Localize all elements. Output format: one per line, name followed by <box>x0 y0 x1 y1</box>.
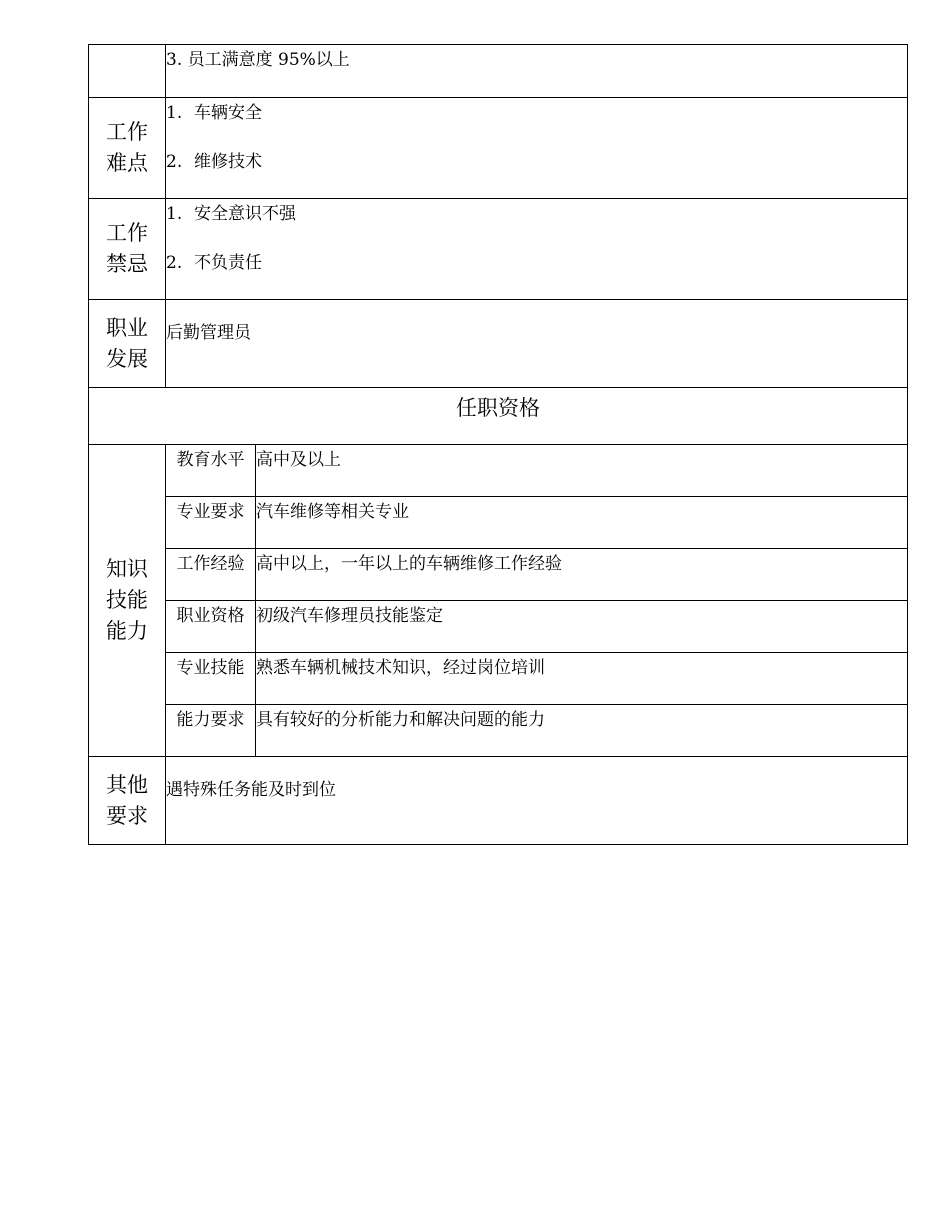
qualification-label: 职业资格 <box>166 601 256 653</box>
group-label-line-1: 知识 <box>106 557 148 581</box>
career-label <box>89 300 166 388</box>
qualifications-header-row <box>89 388 908 445</box>
difficulty-row <box>89 98 908 199</box>
qualification-row <box>89 549 908 601</box>
list-item <box>166 252 907 274</box>
qualification-value: 高中以上，一年以上的车辆维修工作经验 <box>256 549 908 601</box>
section-title: 任职资格 <box>89 388 908 445</box>
qualification-value: 高中及以上 <box>256 445 908 497</box>
group-label-line-2: 技能 <box>106 588 148 612</box>
difficulty-label-line-2: 难点 <box>106 151 148 175</box>
empty-label-cell <box>89 45 166 98</box>
other-text: 遇特殊任务能及时到位 <box>166 757 908 845</box>
qualification-row <box>89 445 908 497</box>
difficulty-label-line-1: 工作 <box>106 120 148 144</box>
taboo-row <box>89 199 908 300</box>
qualification-label: 专业要求 <box>166 497 256 549</box>
list-item <box>166 203 907 225</box>
career-label-line-1: 职业 <box>106 315 148 340</box>
other-label <box>89 757 166 845</box>
career-row <box>89 300 908 388</box>
other-label-line-1: 其他 <box>106 772 148 797</box>
qualification-label: 工作经验 <box>166 549 256 601</box>
goal-tail-row <box>89 45 908 98</box>
other-label-line-2: 要求 <box>106 803 148 828</box>
taboo-label <box>89 199 166 300</box>
qualification-row <box>89 705 908 757</box>
taboo-content <box>166 199 908 300</box>
group-label-line-3: 能力 <box>106 619 148 643</box>
qualification-value: 汽车维修等相关专业 <box>256 497 908 549</box>
item-text: 车辆安全 <box>194 103 262 123</box>
qualification-label: 专业技能 <box>166 653 256 705</box>
qualification-row <box>89 497 908 549</box>
knowledge-skill-label <box>89 445 166 757</box>
difficulty-label <box>89 98 166 199</box>
qualification-value: 熟悉车辆机械技术知识，经过岗位培训 <box>256 653 908 705</box>
item-number: 2. <box>166 253 183 273</box>
item-text: 安全意识不强 <box>194 204 296 224</box>
item-number: 1. <box>166 204 183 224</box>
item-number: 2. <box>166 152 183 172</box>
goal-tail-text: 3. 员工满意度 95%以上 <box>166 45 908 98</box>
list-item <box>166 151 907 173</box>
other-requirements-row <box>89 757 908 845</box>
item-number: 1. <box>166 103 183 123</box>
item-text: 不负责任 <box>194 253 262 273</box>
item-text: 维修技术 <box>194 152 262 172</box>
qualification-label: 能力要求 <box>166 705 256 757</box>
taboo-label-line-1: 工作 <box>106 221 148 245</box>
qualification-label: 教育水平 <box>166 445 256 497</box>
list-item <box>166 102 907 124</box>
career-text: 后勤管理员 <box>166 300 908 388</box>
job-description-table <box>88 44 908 845</box>
qualification-row <box>89 653 908 705</box>
qualification-row <box>89 601 908 653</box>
qualification-value: 具有较好的分析能力和解决问题的能力 <box>256 705 908 757</box>
qualification-value: 初级汽车修理员技能鉴定 <box>256 601 908 653</box>
taboo-label-line-2: 禁忌 <box>106 252 148 276</box>
career-label-line-2: 发展 <box>106 346 148 371</box>
difficulty-content <box>166 98 908 199</box>
